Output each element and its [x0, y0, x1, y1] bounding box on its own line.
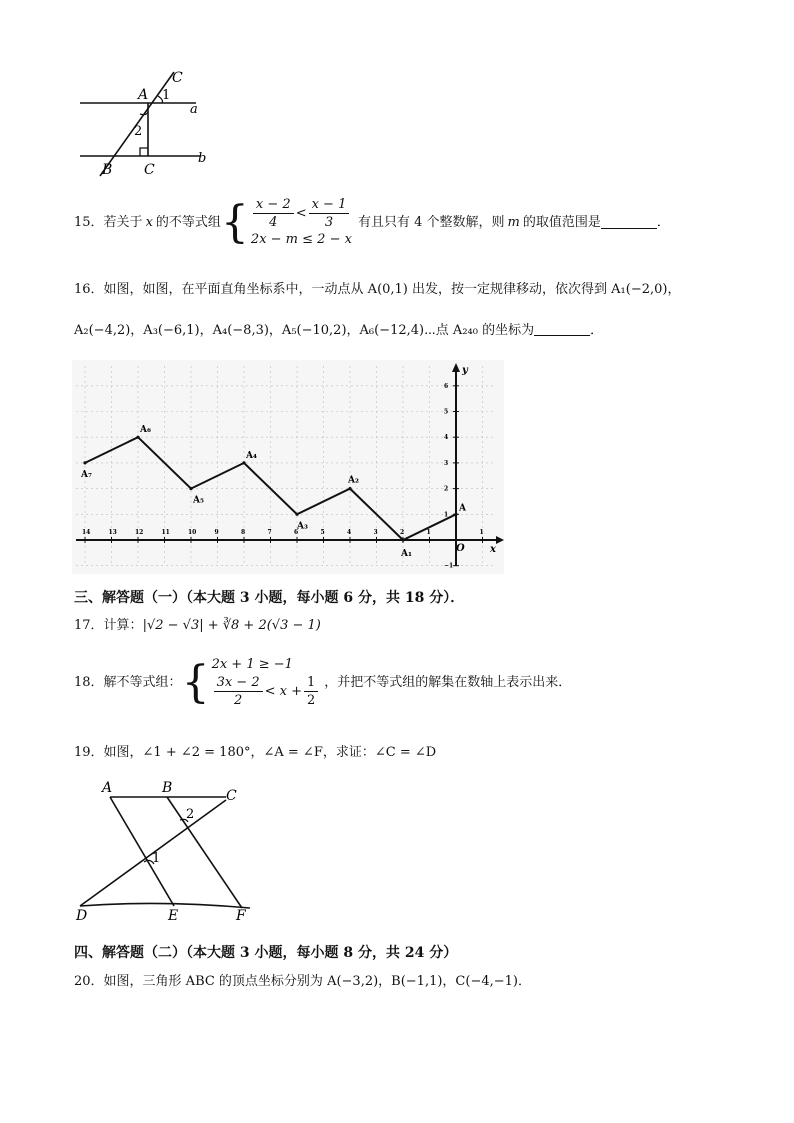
q18-lead: 解不等式组： [103, 674, 182, 690]
q15-number: 15． [74, 214, 104, 230]
label-C-bottom: C [144, 162, 155, 178]
q15-brace: { [220, 196, 249, 248]
y-axis-label: y [462, 365, 468, 376]
y-tick-label: 6 [444, 382, 449, 390]
q15-end: ． [656, 214, 670, 230]
x-tick-label: 1 [479, 529, 484, 536]
x-tick-label: 7 [267, 529, 272, 536]
label-angle-2: 2 [186, 807, 195, 822]
q18-frac-den: 2 [233, 693, 243, 708]
q17-expression: |√2 − √3| + ∛8 + 2(√3 − 1) [142, 618, 321, 633]
parallel-lines-figure [72, 66, 222, 182]
question-18 [74, 656, 571, 709]
point-label: A₁ [401, 549, 412, 559]
label-A: A [138, 87, 149, 103]
q15-var-x: x [145, 214, 153, 230]
q18-number: 18． [74, 674, 104, 690]
point-label: A [459, 503, 466, 514]
segment-DF [80, 903, 250, 908]
q16-answer-blank [534, 323, 590, 336]
coordinate-graph [72, 360, 504, 574]
q15-ineq2: 2x − m ≤ 2 − x [250, 232, 352, 247]
x-tick-label: 13 [108, 529, 117, 536]
x-tick-label: 12 [135, 529, 144, 536]
x-tick-label: 1 [426, 529, 431, 536]
label-E: E [168, 908, 179, 924]
q15-lead: 若关于 [103, 214, 143, 230]
x-tick-label: 2 [400, 529, 405, 536]
x-tick-label: 8 [241, 529, 246, 536]
q17-text: 计算： [103, 618, 143, 633]
label-C: C [226, 788, 237, 804]
q17-number: 17． [74, 618, 104, 633]
label-angle-1: 1 [152, 851, 161, 866]
y-tick-label: 2 [444, 485, 449, 493]
y-tick-label: −1 [444, 562, 454, 570]
point-label: A₃ [297, 521, 308, 532]
q18-brace: { [181, 656, 210, 708]
q18-ineq1: 2x + 1 ≥ −1 [211, 657, 293, 672]
question-20: 20．如图，三角形 ABC 的顶点坐标分别为 A(−3,2)，B(−1,1)，C(−4,−1)． [74, 974, 531, 989]
q16-end: ． [590, 323, 604, 338]
q15-system [251, 196, 352, 249]
path-point [242, 461, 245, 464]
x-tick-label: 10 [188, 529, 197, 536]
question-17 [74, 617, 321, 635]
segment-BF [167, 797, 242, 908]
x-axis-label: x [490, 544, 496, 555]
question-16-line-2 [74, 322, 603, 340]
label-a: a [190, 102, 198, 117]
q15-ineq1-op: < [295, 205, 307, 221]
graph-background [72, 360, 504, 574]
x-tick-label: 6 [294, 529, 299, 536]
right-angle-mark [140, 148, 148, 156]
q15-tail-1: 有且只有 4 个整数解，则 [357, 214, 505, 230]
q18-frac-num: 3x − 2 [214, 674, 263, 692]
x-tick-label: 11 [161, 529, 170, 536]
q15-ineq1 [251, 196, 352, 231]
label-D: D [76, 908, 88, 924]
path-point [348, 487, 351, 490]
q15-frac1-den: 4 [269, 215, 278, 230]
point-label: A₆ [140, 425, 151, 436]
path-point [189, 487, 192, 490]
q18-ineq2 [212, 674, 321, 709]
label-angle-1: 1 [162, 88, 171, 103]
section-3-title: 三、解答题（一）（本大题 3 小题，每小题 6 分，共 18 分）． [74, 590, 465, 606]
q18-rfrac-num: 1 [304, 674, 318, 692]
segment-AE [110, 797, 174, 906]
point-label: A₇ [81, 469, 92, 480]
question-19: 19．如图，∠1 + ∠2 = 180°，∠A = ∠F，求证：∠C = ∠D [74, 745, 437, 760]
q15-frac1-num: x − 2 [253, 196, 294, 214]
label-F: F [236, 908, 246, 924]
angle-proof-figure [70, 778, 254, 926]
label-angle-2: 2 [134, 124, 143, 139]
label-B: B [102, 162, 113, 178]
x-tick-label: 9 [214, 529, 219, 536]
x-tick-label: 4 [347, 529, 352, 536]
path-point [401, 538, 404, 541]
path-point [295, 513, 298, 516]
q16-line-2-text: A₂(−4,2)，A₃(−6,1)，A₄(−8,3)，A₅(−10,2)，A₆(−12,4)⋯点 A₂₄₀ 的坐标为 [74, 323, 535, 338]
point-label: A₄ [246, 450, 257, 461]
q18-ineq2-mid: < x + [264, 683, 302, 699]
x-tick-label: 3 [373, 529, 378, 536]
q15-frac2-den: 3 [324, 215, 334, 230]
q15-tail-2: 的取值范围是 [522, 214, 601, 230]
path-point [83, 461, 86, 464]
q15-var-m: m [507, 214, 520, 230]
q18-tail: ，并把不等式组的解集在数轴上表示出来． [324, 674, 572, 690]
q18-rfrac-den: 2 [306, 693, 316, 708]
label-A: A [102, 780, 113, 796]
label-b: b [198, 151, 207, 166]
question-16-line-1: 16．如图，如图，在平面直角坐标系中，一动点从 A(0,1) 出发，按一定规律移动，依次得到 A₁(−2,0)， [74, 282, 681, 297]
y-tick-label: 3 [444, 459, 449, 467]
path-point [136, 436, 139, 439]
q15-answer-blank [601, 216, 657, 229]
question-15 [74, 196, 670, 249]
y-tick-label: 4 [444, 434, 449, 442]
label-B: B [162, 780, 173, 796]
x-tick-label: 14 [82, 529, 91, 536]
x-tick-label: 5 [320, 529, 325, 536]
section-4-title: 四、解答题（二）（本大题 3 小题，每小题 8 分，共 24 分） [74, 945, 458, 961]
point-label: A₅ [193, 495, 204, 506]
point-label: A₂ [348, 475, 359, 486]
y-tick-label: 5 [444, 408, 449, 416]
path-point [454, 513, 457, 516]
q15-after-x: 的不等式组 [155, 214, 221, 230]
y-tick-label: 1 [444, 511, 449, 519]
label-C-top: C [172, 70, 183, 86]
q15-frac2-num: x − 1 [309, 196, 350, 214]
q18-system [212, 656, 321, 709]
origin-label: O [456, 543, 465, 554]
